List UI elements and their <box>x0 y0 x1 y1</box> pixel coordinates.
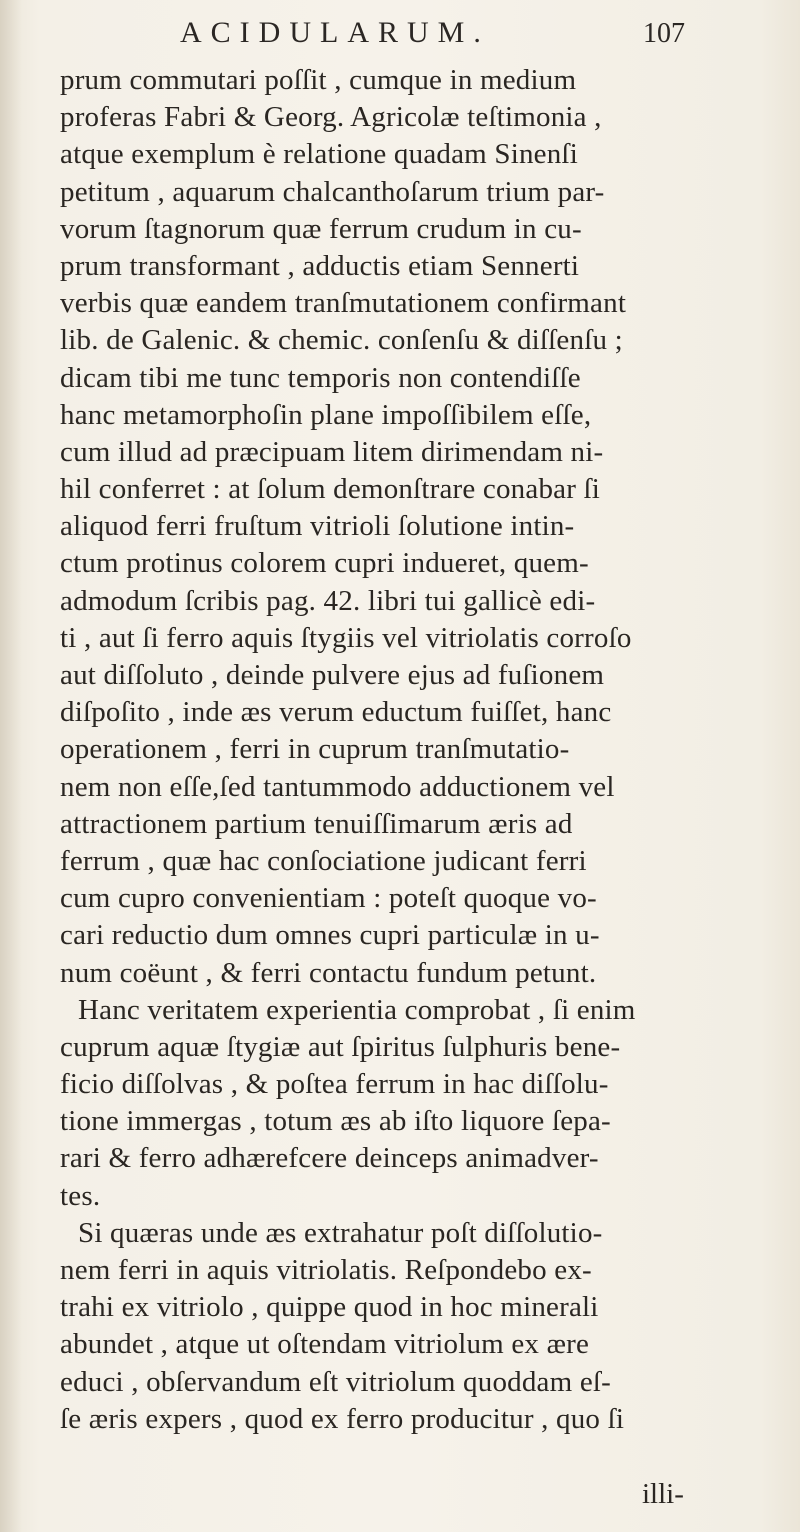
text-line: ficio diſſolvas , & poſtea ferrum in hac diſſolu- <box>60 1068 609 1101</box>
text-line: trahi ex vitriolo , quippe quod in hoc minerali <box>60 1291 599 1324</box>
text-line: petitum , aquarum chalcanthoſarum trium par- <box>60 175 605 208</box>
text-line: ſe æris expers , quod ex ferro producitur , quo ſi <box>60 1402 625 1435</box>
text-line: tione immergas , totum æs ab iſto liquore ſepa- <box>60 1105 611 1138</box>
text-line: prum commutari poſſit , cumque in medium <box>60 64 577 96</box>
text-line: proferas Fabri & Georg. Agricolæ teſtimonia , <box>60 101 602 134</box>
text-line: Hanc veritatem experientia comprobat , ſi enim <box>78 993 636 1026</box>
text-line: aliquod ferri fruſtum vitrioli ſolutione intin- <box>60 510 575 543</box>
text-line: tes. <box>60 1179 101 1212</box>
text-line: cuprum aquæ ſtygiæ aut ſpiritus ſulphuris bene- <box>60 1030 621 1063</box>
text-line: ti , aut ſi ferro aquis ſtygiis vel vitriolatis corroſo <box>60 621 632 654</box>
text-line: nem ferri in aquis vitriolatis. Reſpondebo ex- <box>60 1254 592 1286</box>
text-line: hil conferret : at ſolum demonſtrare conabar ſi <box>60 473 601 506</box>
text-line: dicam tibi me tunc temporis non contendiſſe <box>60 361 581 394</box>
page-number: 107 <box>643 18 685 49</box>
text-line: ctum protinus colorem cupri indueret, quem- <box>60 547 589 580</box>
text-line: aut diſſoluto , deinde pulvere ejus ad fuſionem <box>60 659 605 691</box>
text-line: nem non eſſe,ſed tantummodo adductionem vel <box>60 770 615 803</box>
text-line: ferrum , quæ hac conſociatione judicant ferri <box>60 844 587 877</box>
text-line: vorum ſtagnorum quæ ferrum crudum in cu- <box>60 212 582 245</box>
gutter-shadow <box>0 0 22 1532</box>
text-line: cum cupro convenientiam : poteſt quoque vo- <box>60 882 597 915</box>
text-line: attractionem partium tenuiſſimarum æris ad <box>60 807 573 840</box>
text-line: atque exemplum è relatione quadam Sinenſi <box>60 138 578 171</box>
text-line: rari & ferro adhærefcere deinceps animadver- <box>60 1142 599 1175</box>
text-line: educi , obſervandum eſt vitriolum quoddam eſ- <box>60 1365 612 1398</box>
text-line: cum illud ad præcipuam litem dirimendam ni- <box>60 435 604 468</box>
running-head: ACIDULARUM. <box>180 16 490 49</box>
text-line: Si quæras unde æs extrahatur poſt diſſolutio- <box>78 1216 603 1249</box>
text-line: prum transformant , adductis etiam Sennerti <box>60 249 580 282</box>
text-line: admodum ſcribis pag. 42. libri tui gallicè edi- <box>60 584 596 617</box>
text-line: lib. de Galenic. & chemic. conſenſu & diſſenſu ; <box>60 324 623 357</box>
body-text <box>60 62 770 1438</box>
text-line: operationem , ferri in cuprum tranſmutatio- <box>60 733 570 766</box>
text-line: cari reductio dum omnes cupri particulæ in u- <box>60 919 600 952</box>
text-line: num coëunt , & ferri contactu fundum petunt. <box>60 956 597 989</box>
text-line: abundet , atque ut oſtendam vitriolum ex ære <box>60 1328 590 1361</box>
text-line: verbis quæ eandem tranſmutationem confirmant <box>60 287 627 320</box>
text-line: hanc metamorphoſin plane impoſſibilem eſſe, <box>60 398 592 431</box>
catchword: illi- <box>642 1478 684 1510</box>
text-line: diſpoſito , inde æs verum eductum fuiſſet, hanc <box>60 696 612 729</box>
